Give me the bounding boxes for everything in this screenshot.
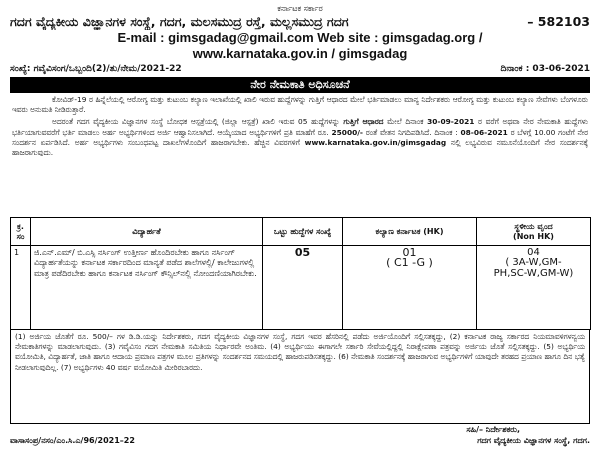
intro-text-part: ನಲ್ಲಿ ಲಭ್ಯವಿರುವ ನಮೂನೆಯೊಂದಿಗೆ ನೇರ ಸಂದರ್ಶನಕ್ಕೆ ಹಾಜರಾಗುವುದು.	[12, 137, 588, 158]
posts-table	[10, 217, 591, 330]
non-hk-detail-line2: PH,SC-W,GM-W)	[493, 267, 574, 279]
signatory-institute: ಗದಗ ವೈದ್ಯಕೀಯ ವಿಜ್ಞಾನಗಳ ಸಂಸ್ಥೆ, ಗದಗ.	[477, 436, 590, 445]
interview-date: 08-06-2021	[460, 127, 508, 137]
intro-text-part: ರಂತೆ ವೇತನ ನಿಗದಿಪಡಿಸಿದೆ. ದಿನಾಂಕ :	[365, 127, 458, 137]
cell-non-hk	[477, 246, 591, 330]
institute-heading	[10, 14, 590, 30]
intro-paragraph-2	[12, 117, 588, 158]
pin-code: – 582103	[527, 14, 590, 29]
contract-basis: ಗುತ್ತಿಗೆ ಆಧಾರದ	[343, 117, 384, 127]
header-hk: ಕಲ್ಯಾಣ ಕರ್ನಾಟಕ (HK)	[343, 218, 477, 246]
non-hk-detail-line1: ( 3A-W,GM-	[505, 257, 562, 269]
hk-detail: ( C1 -G )	[386, 256, 433, 270]
email-website-line: E-mail : gimsgadag@gmail.com Web site : gimsgadag.org /	[117, 30, 483, 45]
website-link[interactable]: www.karnataka.gov.in/gimsgadag	[304, 137, 447, 147]
header-sl-no: ಕ್ರ. ಸಂ	[11, 218, 31, 246]
table-row	[11, 246, 591, 330]
reference-number: ಸಂಖ್ಯೆ: ಗವೈವಿಸಂಗ/ಒಬ್ಬಂದಿ(2)/ತು/ನೇಮ/2021-22	[10, 64, 182, 74]
footer-reference: ವಾಸಾಸಂಪ್ರ/ನಸಂ/ಎಂ.ಸಿ.ಎ/96/2021–22	[10, 436, 135, 445]
website-line: www.karnataka.gov.in / gimsgadag	[192, 46, 408, 61]
salary-amount: 25000/-	[331, 127, 363, 137]
header-qualification: ವಿದ್ಯಾರ್ಹತೆ	[31, 218, 263, 246]
header-total-posts: ಒಟ್ಟು ಹುದ್ದೆಗಳ ಸಂಖ್ಯೆ	[263, 218, 343, 246]
notification-banner: ನೇರ ನೇಮಕಾತಿ ಅಧಿಸೂಚನೆ	[10, 77, 590, 93]
intro-text-part: ರ ಬೆಳಗ್ಗೆ 10.00 ಗಂಟೆಗೆ ನೇರ ಸಂದರ್ಶನ ಏರ್ಪಡಿಸಿದೆ. ಅರ್ಹ ಅಭ್ಯರ್ಥಿಗಳು ಸಂಬಂಧಪಟ್ಟ ದಾಖಲೆಗಳೊಂದಿಗೆ ಹಾಜರಾಗಬೇಕು. ಹೆಚ್ಚಿನ ವಿವರಗಳಿಗೆ	[12, 127, 589, 147]
intro-text-part: ರ ವರೆಗೆ ಅಥವಾ ನೇರ ನೇಮಕಾತಿ ಹುದ್ದೆಗಳು ಭರ್ತಿಯಾಗುವವರೆಗೆ ಭರ್ತಿ ಮಾಡಲು ಅರ್ಹ ಅಭ್ಯರ್ಥಿಗಳಿಂದ ಅರ್ಜಿ ಆಹ್ವಾನಿಸಲಾಗಿದೆ. ಆಯ್ಕೆಯಾದ ಅಭ್ಯರ್ಥಿಗಳಿಗೆ ಪ್ರತಿ ಮಾಹೆಗೆ ರೂ.	[12, 117, 588, 137]
table-header-row	[11, 218, 591, 246]
non-hk-code: (Non HK)	[513, 232, 554, 241]
footer-row	[10, 435, 590, 446]
intro-text-part: ಮೇಲೆ ದಿನಾಂಕ	[387, 117, 424, 127]
header-non-hk	[477, 218, 591, 246]
cell-total-posts	[263, 246, 343, 330]
cell-sl-no: 1	[11, 246, 31, 330]
signature-line: ಸಹಿ/– ನಿರ್ದೇಶಕರು,	[466, 425, 520, 434]
terms-notes: (1) ಅರ್ಜಿಯ ಜೊತೆಗೆ ರೂ. 500/– ಗಳ ಡಿ.ಡಿ.ಯನ್ನು ನಿರ್ದೇಶಕರು, ಗದಗ ವೈದ್ಯಕೀಯ ವಿಜ್ಞಾನಗಳ ಸಂಸ್ಥೆ, ಗದಗ ಇವರ ಹೆಸರಿನಲ್ಲಿ ಪಡೆದು ಅರ್ಜಿಯೊಂದಿಗೆ ಸಲ್ಲಿಸತಕ್ಕದ್ದು, (2) ಕರ್ನಾಟಕ ರಾಜ್ಯ ಸರ್ಕಾರದ ನಿಯಮಾವಳಿಗಳನ್ವಯ ನೇಮಕಾತಿಗಳನ್ನು ಮಾಡಲಾಗುವುದು. (3) ಗವೈವಿಸಂ ಗದಗ ನೇಮಕಾತಿ ಸಮಿತಿಯ ನಿರ್ಧಾರವೇ ಅಂತಿಮ. (4) ಅಭ್ಯರ್ಥಿಯು ಈಗಾಗಲೇ ಸರ್ಕಾರಿ ಸೇವೆಯಲ್ಲಿದ್ದಲ್ಲಿ ನಿರಾಕ್ಷೇಪಣಾ ಪತ್ರವನ್ನು ಅರ್ಜಿಯ ಜೊತೆ ಸಲ್ಲಿಸತಕ್ಕದ್ದು. (5) ಅಭ್ಯರ್ಥಿಯ ವಯೋಮಿತಿ, ವಿದ್ಯಾರ್ಹತೆ, ಜಾತಿ ಹಾಗೂ ಆದಾಯ ಪ್ರಮಾಣ ಪತ್ರಗಳ ಮೂಲ ಪ್ರತಿಗಳನ್ನು ಸಂದರ್ಶನದ ಸಮಯದಲ್ಲಿ ಹಾಜರುಪಡಿಸತಕ್ಕದ್ದು. (6) ನೇಮಕಾತಿ ಸಂದರ್ಶನಕ್ಕೆ ಹಾಜರಾಗುವ ಅಭ್ಯರ್ಥಿಗಳಿಗೆ ಯಾವುದೇ ತರಹದ ಪ್ರಯಾಣ ಹಾಗೂ ದಿನ ಭತ್ಯೆ ನೀಡಲಾಗುವುದಿಲ್ಲ. (7) ಅಭ್ಯರ್ಥಿಗಳು 40 ವರ್ಷ ವಯೋಮಿತಿ ಮೀರಿರಬಾರದು.	[10, 330, 590, 424]
non-hk-label: ಸ್ಥಳೀಯ ವೃಂದ	[514, 222, 553, 231]
institute-name: ಗದಗ ವೈದ್ಯಕೀಯ ವಿಜ್ಞಾನಗಳ ಸಂಸ್ಥೆ, ಗದಗ, ಮಲಸಮುದ್ರ ರಸ್ತೆ, ಮಲ್ಲಸಮುದ್ರ ಗದಗ	[10, 14, 349, 29]
contract-end-date: 30-09-2021	[427, 117, 475, 127]
intro-text-part: ಅದರಂತೆ ಗದಗ ವೈದ್ಯಕೀಯ ವಿಜ್ಞಾನಗಳ ಸಂಸ್ಥೆ ಬೋಧಕ ಆಸ್ಪತ್ರೆಯಲ್ಲಿ (ಜಿಲ್ಲಾ ಆಸ್ಪತ್ರೆ) ಖಾಲಿ ಇರುವ 05 ಹುದ್ದೆಗಳನ್ನು	[52, 117, 340, 127]
reference-row	[10, 62, 590, 76]
intro-paragraph-1: ಕೋವಿಡ್-19 ರ ಹಿನ್ನೆಲೆಯಲ್ಲಿ ಆರೋಗ್ಯ ಮತ್ತು ಕುಟುಂಬ ಕಲ್ಯಾಣ ಇಲಾಖೆಯಲ್ಲಿ ಖಾಲಿ ಇರುವ ಹುದ್ದೆಗಳನ್ನು ಗುತ್ತಿಗೆ ಆಧಾರದ ಮೇಲೆ ಭರ್ತಿಮಾಡಲು ಮಾನ್ಯ ನಿರ್ದೇಶಕರು ಆರೋಗ್ಯ ಮತ್ತು ಕುಟುಂಬ ಕಲ್ಯಾಣ ಸೇವೆಗಳು ಬೆಂಗಳೂರು ಇವರು ಅನುಮತಿ ನೀಡಿರುತ್ತಾರೆ.	[12, 95, 588, 115]
notice-date: ದಿನಾಂಕ : 03-06-2021	[500, 64, 590, 74]
cell-qualification: ಜಿ.ಎನ್.ಎಮ್/ ಬಿ.ಎಸ್ಸಿ ನರ್ಸಿಂಗ್ ಉತ್ತೀರ್ಣ ಹೊಂದಿರಬೇಕು ಹಾಗೂ ನರ್ಸಿಂಗ್ ವಿದ್ಯಾರ್ಹತೆಯನ್ನು ಕರ್ನಾಟಕ ಸರ್ಕಾರದಿಂದ ಮಾನ್ಯತೆ ಪಡೆದ ಶಾಲೆಗಳಲ್ಲಿ/ ಕಾಲೇಜುಗಳಲ್ಲಿ ಮಾತ್ರ ಪಡೆದಿರಬೇಕು ಹಾಗೂ ಕರ್ನಾಟಕ ನರ್ಸಿಂಗ್ ಕೌನ್ಸಿಲ್‌ನಲ್ಲಿ ನೋಂದಣಿಯಾಗಿರಬೇಕು.	[31, 246, 263, 330]
non-hk-count: 04	[527, 247, 540, 258]
cell-hk	[343, 246, 477, 330]
hk-count: 01	[402, 246, 417, 259]
government-heading: ಕರ್ನಾಟಕ ಸರ್ಕಾರ	[277, 4, 323, 13]
intro-text	[10, 93, 590, 217]
total-posts-value: 05	[294, 246, 311, 259]
